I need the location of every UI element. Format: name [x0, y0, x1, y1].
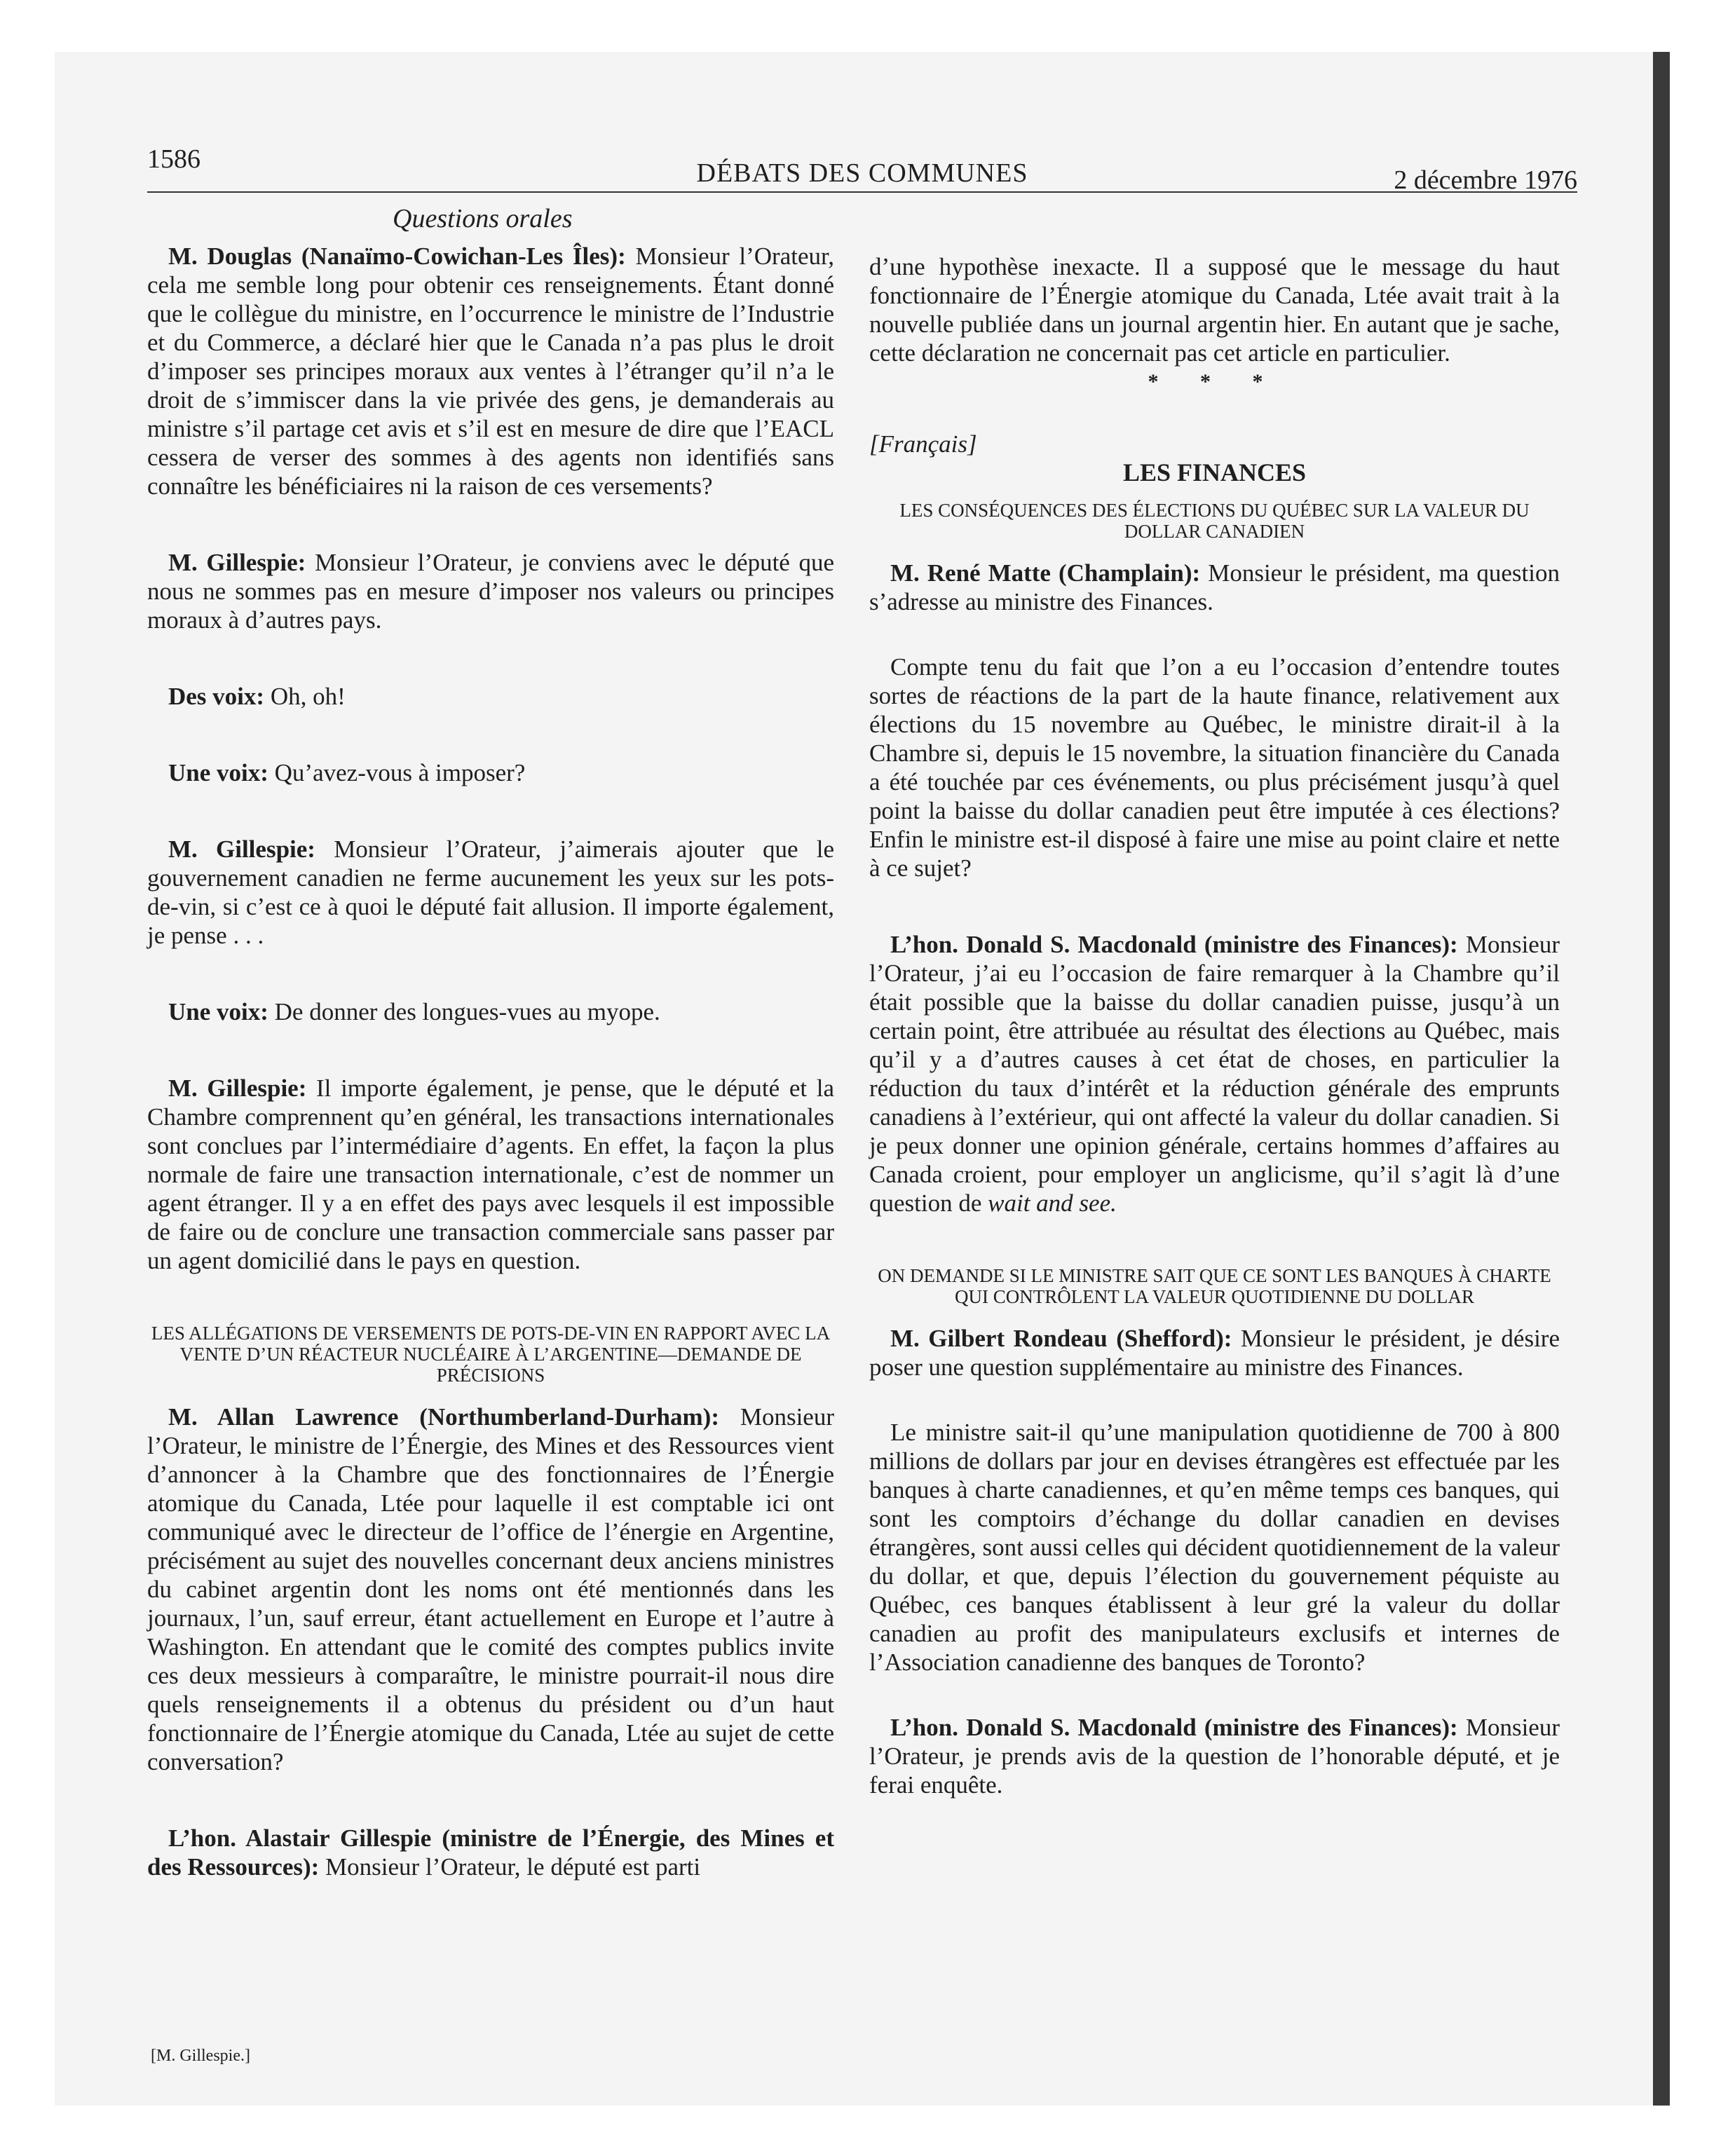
speech-text: Monsieur l’Orateur, le ministre de l’Énergie, des Mines et des Ressources vient d’annoncer à la Chambre que des fonctionnaires de l’Énergie atomique du Canada, Ltée pour laquelle il est comptable ici ont communiqué avec le directeur de l’office de l’énergie en Argentine, précisément au sujet des nouvelles concernant deux anciens ministres du cabinet argentin dont les noms ont été mentionnés dans les journaux, l’un, sauf erreur, étant actuellement en Europe et l’autre à Washington. En attendant que le comité des comptes publics invite ces deux messieurs à comparaître, le ministre pourrait-il nous dire quels renseignements il a obtenus du président ou d’un haut fonctionnaire de l’Énergie atomique du Canada, Ltée au sujet de cette conversation? — [147, 1403, 834, 1775]
speech-text: Oh, oh! — [270, 683, 346, 710]
speech-text: Monsieur le président, je désire poser une question supplémentaire au ministre des Finances. — [869, 1325, 1560, 1381]
speaker: M. Gillespie: — [168, 835, 315, 863]
paragraph — [147, 1074, 834, 1275]
speaker: L’hon. Donald S. Macdonald (ministre des Finances): — [890, 1714, 1458, 1741]
speech-text: Monsieur le président, ma question s’adresse au ministre des Finances. — [869, 559, 1560, 615]
section-separator: * * * — [1148, 370, 1281, 393]
paragraph — [869, 559, 1560, 616]
topic-caption: LES ALLÉGATIONS DE VERSEMENTS DE POTS-DE-VIN EN RAPPORT AVEC LA VENTE D’UN RÉACTEUR NUCLÉAIRE À L’ARGENTINE—DEMANDE DE PRÉCISIONS — [151, 1323, 831, 1386]
paragraph: d’une hypothèse inexacte. Il a supposé que le message du haut fonctionnaire de l’Énergie atomique du Canada, Ltée avait trait à la nouvelle publiée dans un journal argentin hier. En autant que je sache, cette déclaration ne concernait pas cet article en particulier. — [869, 253, 1560, 367]
speech-text: Monsieur l’Orateur, j’aimerais ajouter que le gouvernement canadien ne ferme aucunement les yeux sur les pots-de-vin, si c’est ce à quoi le député fait allusion. Il importe également, je pense . . . — [147, 835, 834, 949]
paragraph: Compte tenu du fait que l’on a eu l’occasion d’entendre toutes sortes de réactions de la part de la haute finance, relativement aux élections du 15 novembre au Québec, le ministre dirait-il à la Chambre si, depuis le 15 novembre, la situation financière du Canada a été touchée par ces événements, ou plus précisément jusqu’à quel point la baisse du dollar canadien peut être imputée à ces élections? Enfin le ministre est-il disposé à faire une mise au point claire et nette à ce sujet? — [869, 653, 1560, 882]
section-subheading: Questions orales — [393, 204, 573, 233]
speech-text: Monsieur l’Orateur, j’ai eu l’occasion de faire remarquer à la Chambre qu’il était possible que la baisse du dollar canadien puisse, jusqu’à un certain point, être attribuée au résultat des élections au Québec, mais qu’il y a d’autres causes à cet état de choses, en particulier la réduction du taux d’intérêt et la réduction générale des emprunts canadiens à l’extérieur, qui ont affecté la valeur du dollar canadien. Si je peux donner une opinion générale, certains hommes d’affaires au Canada croient, pour employer un anglicisme, qu’il s’agit là d’une question de — [869, 931, 1560, 1217]
paragraph — [147, 242, 834, 500]
speaker: L’hon. Alastair Gillespie (ministre de l’Énergie, des Mines et des Ressources): — [147, 1824, 834, 1881]
speaker: M. Gillespie: — [168, 549, 306, 576]
topic-caption: ON DEMANDE SI LE MINISTRE SAIT QUE CE SONT LES BANQUES À CHARTE QUI CONTRÔLENT LA VALEUR QUOTIDIENNE DU DOLLAR — [878, 1265, 1551, 1307]
language-tag: [Français] — [869, 430, 977, 458]
paragraph — [147, 548, 834, 634]
paragraph — [147, 1824, 834, 1881]
speaker: Une voix: — [168, 998, 268, 1025]
paragraph — [869, 930, 1560, 1217]
paragraph — [147, 682, 834, 711]
speech-text: Il importe également, je pense, que le député et la Chambre comprennent qu’en général, les transactions internationales sont conclues par l’intermédiaire d’agents. En effet, la façon la plus normale de faire une transaction internationale, c’est de nommer un agent étranger. Il y a en effet des pays avec lesquels il est impossible de faire ou de conclure une transaction commerciale sans passer par un agent domicilié dans le pays en question. — [147, 1074, 835, 1274]
paragraph — [147, 835, 834, 950]
speech-text: Monsieur l’Orateur, cela me semble long pour obtenir ces renseignements. Étant donné que le collègue du ministre, en l’occurrence le ministre de l’Industrie et du Commerce, a déclaré hier que le Canada n’a pas plus le droit d’imposer ses principes moraux aux ventes à l’étranger qu’il n’a le droit de s’immiscer dans la vie privée des gens, je demanderais au ministre s’il partage cet avis et s’il est en mesure de dire que l’EACL cessera de verser des sommes à des agents non identifiés sans connaître les bénéficiaires ni la raison de ces versements? — [147, 243, 835, 500]
page-number: 1586 — [147, 144, 200, 174]
speech-text: Monsieur l’Orateur, le député est parti — [325, 1853, 701, 1881]
speaker: M. René Matte (Champlain): — [890, 559, 1201, 587]
paragraph — [147, 758, 834, 787]
speech-text: De donner des longues-vues au myope. — [274, 998, 660, 1025]
speaker: L’hon. Donald S. Macdonald (ministre des Finances): — [890, 931, 1458, 958]
header-rule — [147, 191, 1577, 193]
speech-text: Monsieur l’Orateur, je prends avis de la question de l’honorable député, et je ferai enquête. — [869, 1714, 1560, 1799]
publication-date: 2 décembre 1976 — [1394, 165, 1577, 195]
speech-text: Monsieur l’Orateur, je conviens avec le député que nous ne sommes pas en mesure d’imposer nos valeurs ou principes moraux à d’autres pays. — [147, 549, 834, 634]
speaker: Une voix: — [168, 759, 268, 786]
speaker: M. Gillespie: — [168, 1074, 307, 1102]
paragraph — [869, 1713, 1560, 1799]
paragraph: Le ministre sait-il qu’une manipulation quotidienne de 700 à 800 millions de dollars par jour en devises étrangères est effectuée par les banques à charte canadiennes, et qu’en même temps ces banques, qui sont les comptoirs d’échange du dollar canadien en devises étrangères, sont aussi celles qui décident quotidiennement de la valeur du dollar, et que, depuis l’élection du gouvernement péquiste au Québec, ces banques établissent à leur gré la valeur du dollar canadien au profit des manipulateurs exclusifs et internes de l’Association canadienne des banques de Toronto? — [869, 1419, 1560, 1676]
speaker: M. Gilbert Rondeau (Shefford): — [890, 1325, 1232, 1352]
section-title: LES FINANCES — [1122, 458, 1307, 486]
topic-caption: LES CONSÉQUENCES DES ÉLECTIONS DU QUÉBEC SUR LA VALEUR DU DOLLAR CANADIEN — [899, 500, 1530, 542]
speaker: M. Douglas (Nanaïmo-Cowichan-Les Îles): — [168, 243, 626, 270]
page-header — [147, 144, 1577, 200]
speech-text: Qu’avez-vous à imposer? — [274, 759, 526, 786]
left-column — [147, 242, 834, 1881]
paragraph — [147, 1403, 834, 1776]
scan-edge — [1653, 52, 1670, 2106]
paragraph — [147, 997, 834, 1026]
publication-title: DÉBATS DES COMMUNES — [696, 158, 1028, 188]
right-column — [869, 252, 1560, 1799]
page-footer: [M. Gillespie.] — [151, 2047, 250, 2065]
paragraph — [869, 1324, 1560, 1381]
speaker: Des voix: — [168, 683, 265, 710]
speaker: M. Allan Lawrence (Northumberland-Durham): — [168, 1403, 719, 1431]
italic-phrase: wait and see. — [988, 1189, 1117, 1217]
